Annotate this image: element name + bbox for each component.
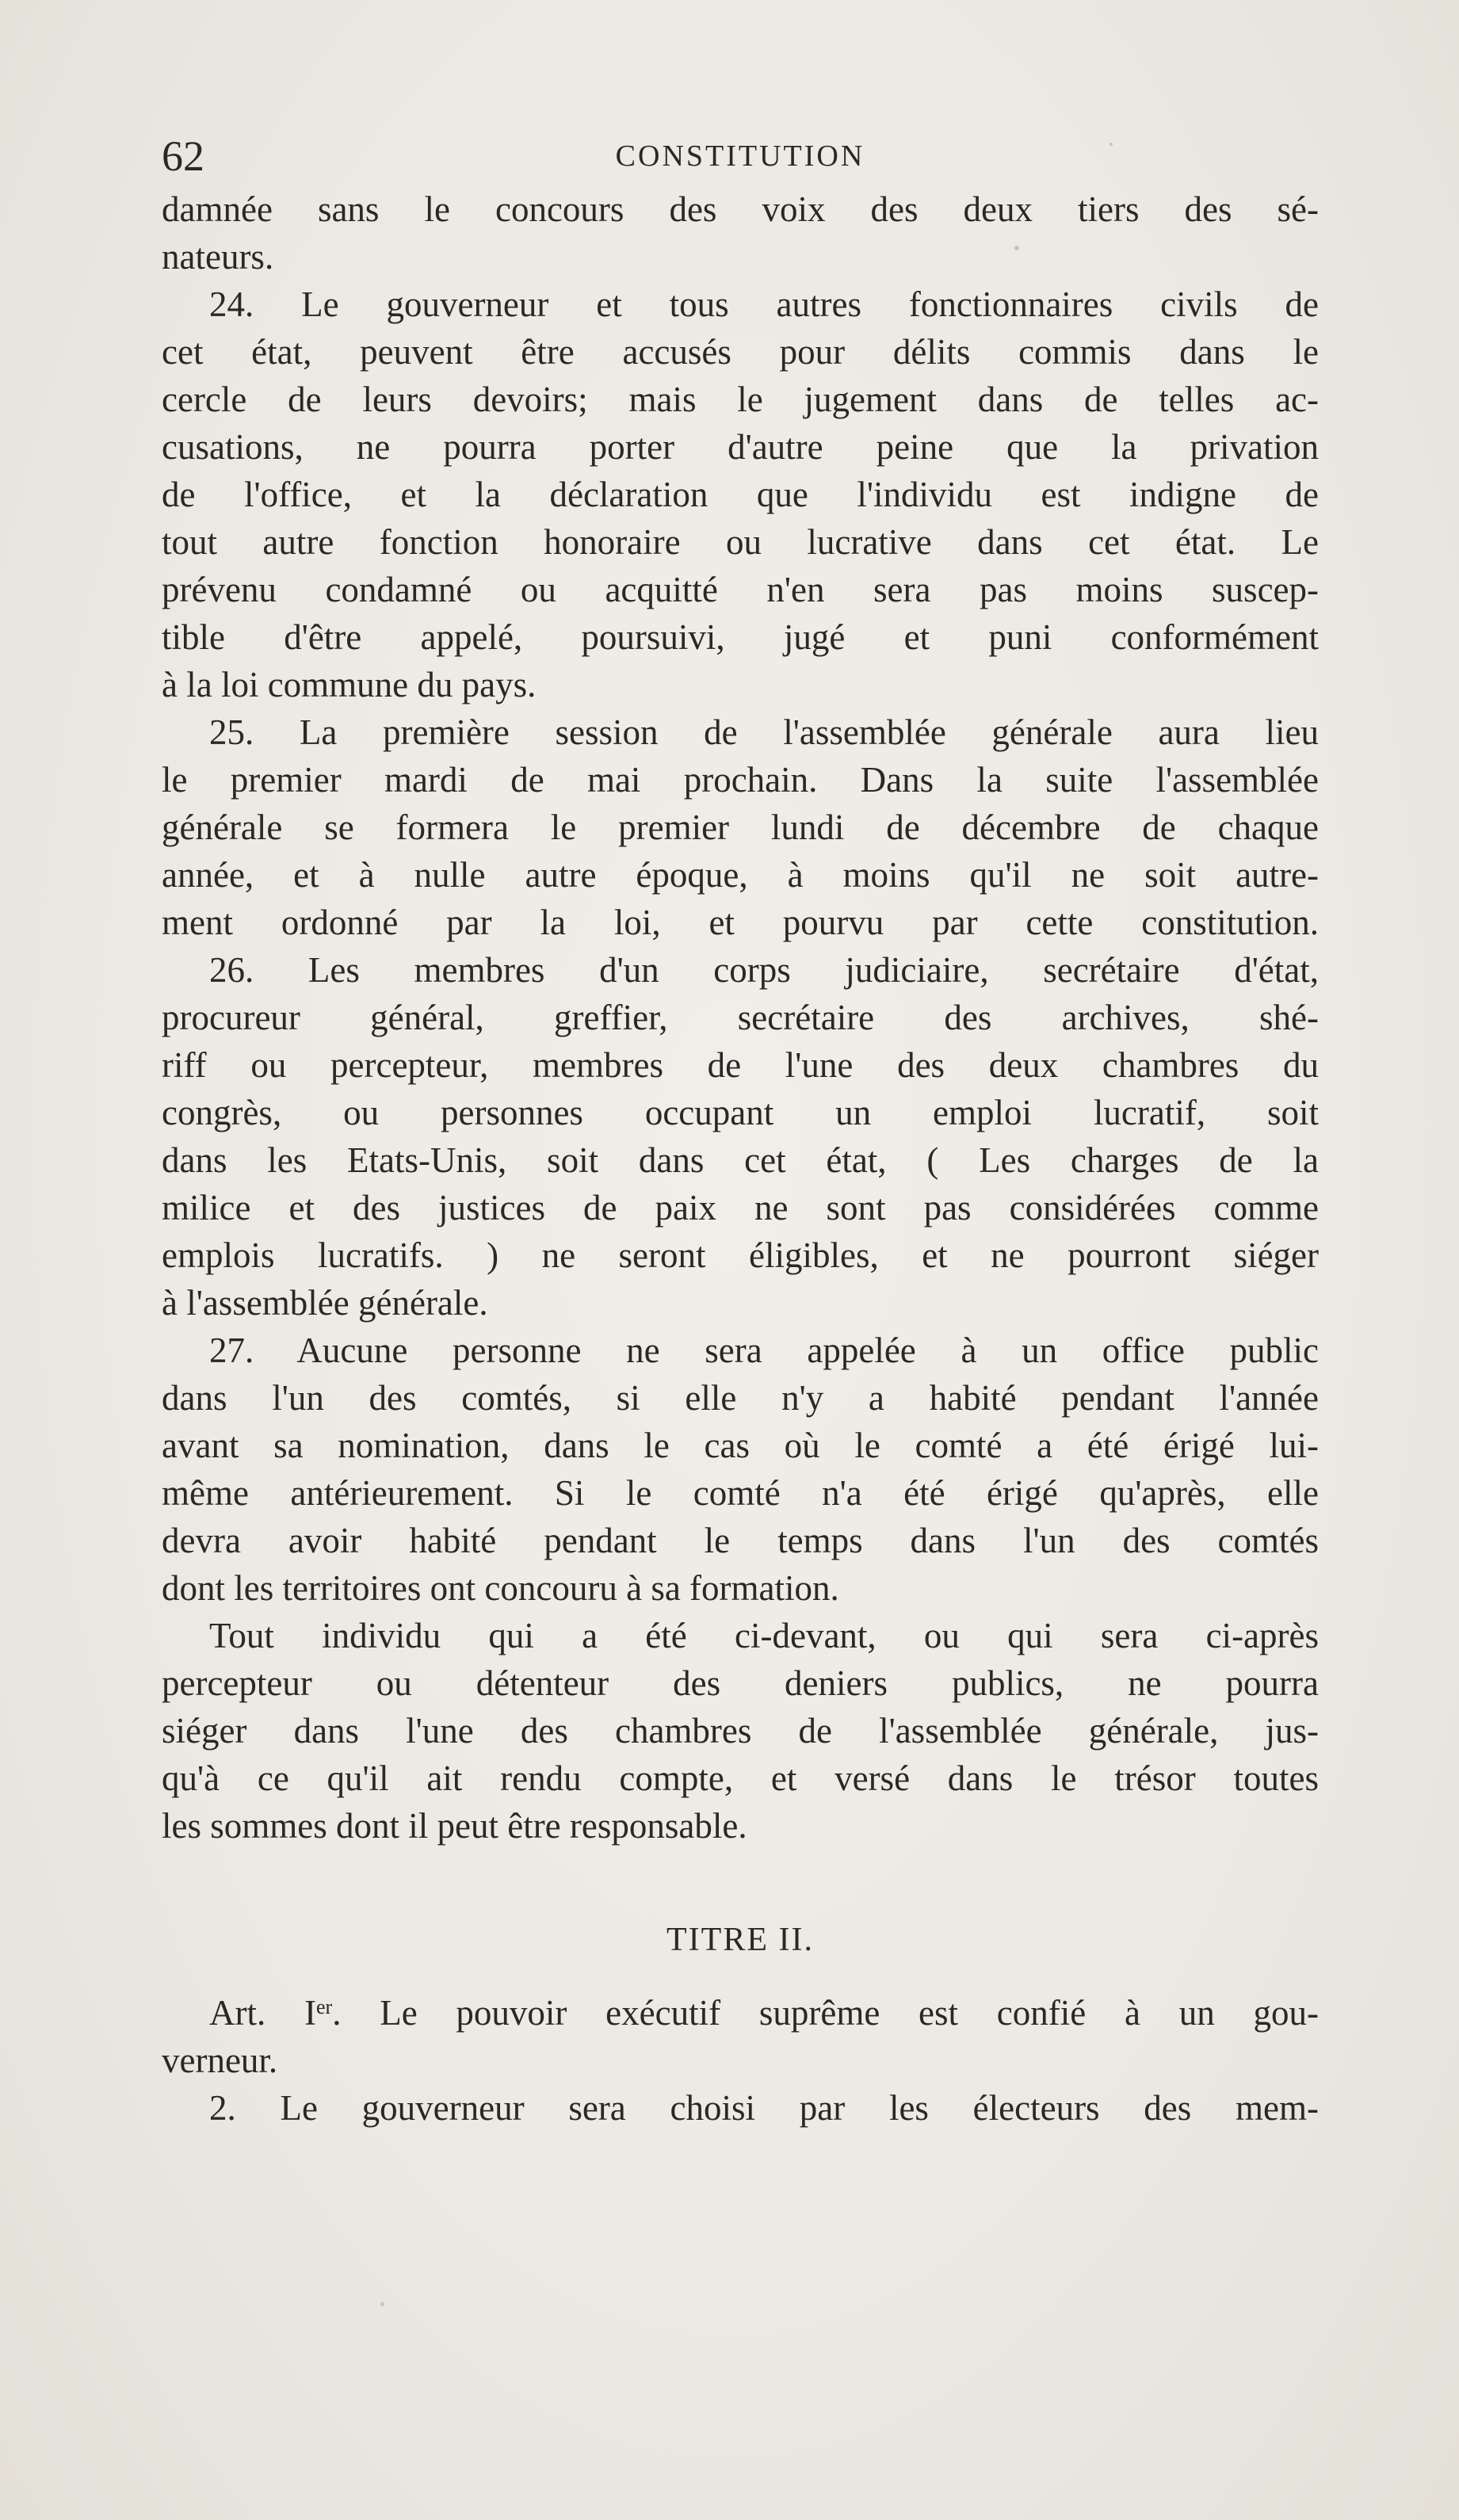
section-gap xyxy=(162,1850,1319,1916)
text-line xyxy=(162,1989,1319,2037)
text-line: les sommes dont il peut être responsable. xyxy=(162,1806,747,1846)
text-line: riff ou percepteur, membres de l'une des deux chambres du xyxy=(162,1045,1319,1085)
text-line: damnée sans le concours des voix des deux tiers des sé- xyxy=(162,189,1319,229)
text-line: le premier mardi de mai prochain. Dans la suite l'assemblée xyxy=(162,760,1319,800)
text-line: cet état, peuvent être accusés pour délits commis dans le xyxy=(162,332,1319,372)
text-line: cercle de leurs devoirs; mais le jugement dans de telles ac- xyxy=(162,380,1319,419)
text-line: tout autre fonction honoraire ou lucrative dans cet état. Le xyxy=(162,522,1319,562)
text-line: même antérieurement. Si le comté n'a été érigé qu'après, elle xyxy=(162,1473,1319,1513)
text-line: prévenu condamné ou acquitté n'en sera pas moins suscep- xyxy=(162,570,1319,609)
page-header xyxy=(162,127,1319,185)
text-line: qu'à ce qu'il ait rendu compte, et versé dans le trésor toutes xyxy=(162,1758,1319,1798)
text-line: emplois lucratifs. ) ne seront éligibles, et ne pourront siéger xyxy=(162,1235,1319,1275)
text-line: dont les territoires ont concouru à sa formation. xyxy=(162,1568,839,1608)
text-line: dans les Etats-Unis, soit dans cet état, ( Les charges de la xyxy=(162,1140,1319,1180)
text-line: 25. La première session de l'assemblée générale aura lieu xyxy=(209,712,1319,752)
paper-speck xyxy=(380,2302,384,2306)
text-line: année, et à nulle autre époque, à moins qu'il ne soit autre- xyxy=(162,855,1319,895)
text-line: ment ordonné par la loi, et pourvu par cette constitution. xyxy=(162,903,1319,942)
text-line: 27. Aucune personne ne sera appelée à un office public xyxy=(209,1331,1319,1370)
text-line: cusations, ne pourra porter d'autre peine que la privation xyxy=(162,427,1319,467)
text-line: à la loi commune du pays. xyxy=(162,665,537,704)
article-prefix: Art. I xyxy=(209,1993,316,2033)
text-line: Tout individu qui a été ci-devant, ou qui sera ci-après xyxy=(209,1616,1319,1655)
text-line: 24. Le gouverneur et tous autres fonctionnaires civils de xyxy=(209,284,1319,324)
text-line: avant sa nomination, dans le cas où le comté a été érigé lui- xyxy=(162,1426,1319,1465)
section-title: TITRE II. xyxy=(666,1922,814,1958)
text-line: 2. Le gouverneur sera choisi par les électeurs des mem- xyxy=(209,2088,1319,2128)
text-line: procureur général, greffier, secrétaire des archives, shé- xyxy=(162,998,1319,1037)
text-line: tible d'être appelé, poursuivi, jugé et puni conformément xyxy=(162,617,1319,657)
article-text: . Le pouvoir exécutif suprême est confié à un gou- xyxy=(332,1993,1319,2033)
text-line: milice et des justices de paix ne sont pas considérées comme xyxy=(162,1188,1319,1228)
section-gap xyxy=(162,1964,1319,1989)
text-line: devra avoir habité pendant le temps dans l'un des comtés xyxy=(162,1521,1319,1560)
text-line: siéger dans l'une des chambres de l'assemblée générale, jus- xyxy=(162,1711,1319,1751)
text-line: de l'office, et la déclaration que l'individu est indigne de xyxy=(162,475,1319,514)
page-text xyxy=(162,127,1319,2132)
text-line: à l'assemblée générale. xyxy=(162,1283,488,1323)
text-line: congrès, ou personnes occupant un emploi lucratif, soit xyxy=(162,1093,1319,1132)
text-line: percepteur ou détenteur des deniers publics, ne pourra xyxy=(162,1663,1319,1703)
text-line: générale se formera le premier lundi de décembre de chaque xyxy=(162,808,1319,847)
ordinal-superscript: er xyxy=(315,1995,333,2018)
text-line: nateurs. xyxy=(162,237,274,277)
text-line: verneur. xyxy=(162,2041,278,2080)
text-line: dans l'un des comtés, si elle n'y a habité pendant l'année xyxy=(162,1378,1319,1418)
page-number: 62 xyxy=(162,132,204,180)
text-line: 26. Les membres d'un corps judiciaire, secrétaire d'état, xyxy=(209,950,1319,990)
running-title: CONSTITUTION xyxy=(615,139,865,173)
